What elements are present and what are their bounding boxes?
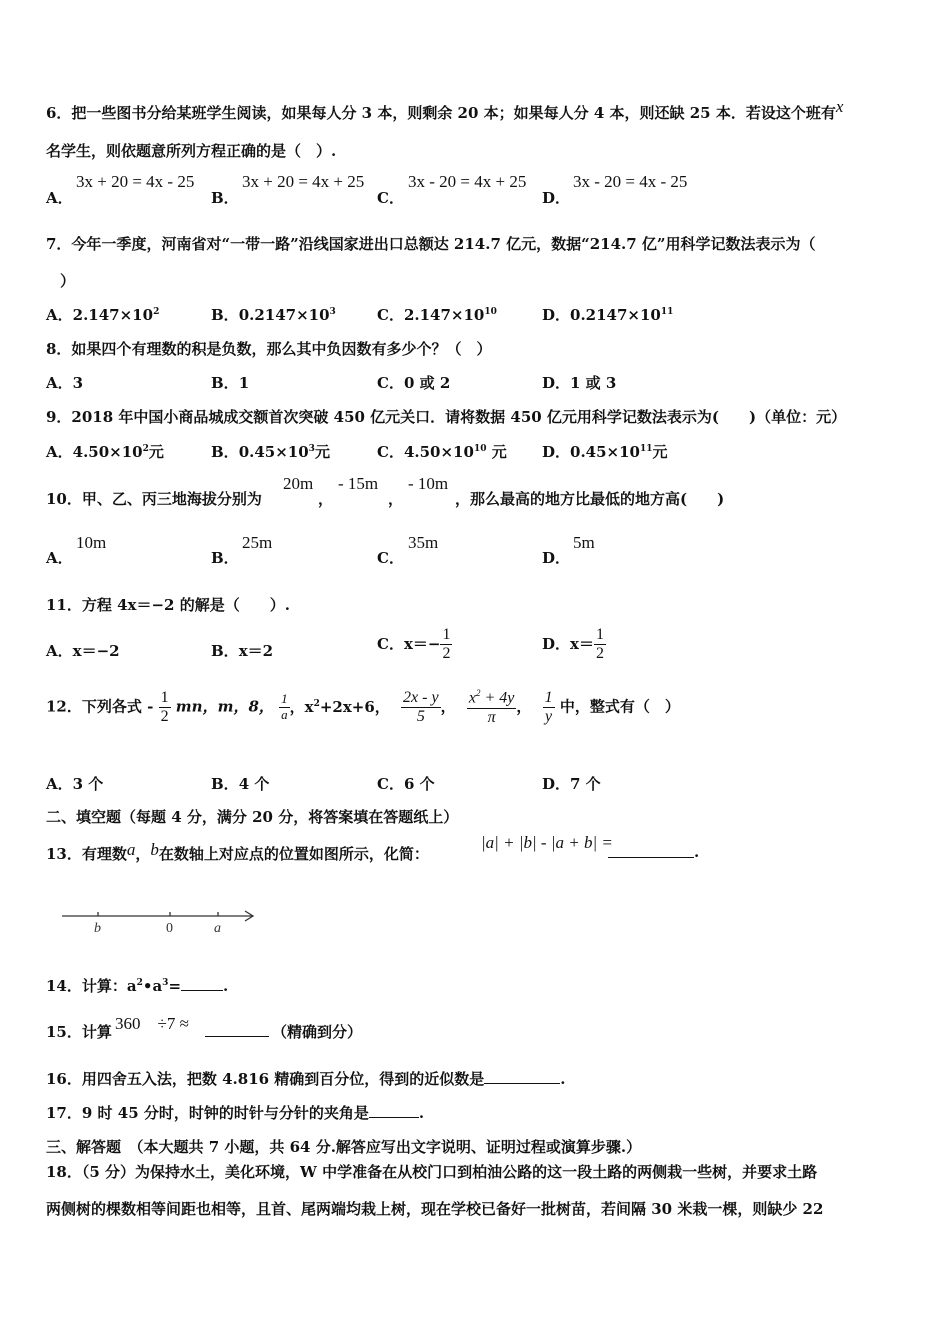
section-2-heading: 二、填空题（每题 4 分，满分 20 分，将答案填在答题纸上）	[46, 808, 459, 826]
q12-option-b: B．4 个	[211, 775, 270, 793]
q11-option-c: C．x＝− $\frac{1}{2}$	[377, 626, 451, 663]
q12-polynomial: ，$x^2+2x+6$，	[289, 697, 390, 716]
q16-answer-blank[interactable]	[484, 1069, 560, 1084]
q9-option-a: A．$4.50\times 10^2$元	[46, 443, 164, 461]
q12-sep: ，	[516, 697, 532, 716]
q11-option-a: A．x＝−2	[46, 642, 120, 660]
q12-fraction-5: $\frac{1}{y}$	[544, 688, 553, 726]
q15-answer-blank[interactable]	[205, 1022, 269, 1037]
label-a: a	[214, 921, 221, 936]
q17-answer-blank[interactable]	[369, 1103, 419, 1118]
q15-suffix: （精确到分）	[272, 1023, 363, 1041]
q12-fraction-1: $\frac{1}{2}$	[160, 688, 169, 726]
q18-line1: 18．（5 分）为保持水土，美化环境，W 中学准备在从校门口到柏油公路的这一段土路的两侧栽一些树，并要求土路	[46, 1163, 818, 1181]
q8-text: 8．如果四个有理数的积是负数，那么其中负因数有多少个？（ ）	[46, 340, 492, 358]
q10-option-a-label: A．	[46, 549, 73, 567]
q14-answer-blank[interactable]	[181, 976, 223, 991]
q8-option-d: D．1 或 3	[542, 374, 617, 392]
q10-prefix: 10．甲、乙、丙三地海拔分别为	[46, 490, 262, 508]
q7-option-b: B．$0.2147\times 10^3$	[211, 306, 336, 324]
q13-prefix: 13．有理数	[46, 845, 127, 863]
q7-line1: 7．今年一季度，河南省对“一带一路”沿线国家进出口总额达 214.7 亿元，数据“214.7 亿”用科学记数法表示为（	[46, 235, 816, 253]
q10-suffix: ，那么最高的地方比最低的地方高( )	[455, 490, 725, 508]
q9-option-d: D．$0.45\times 10^{11}$元	[542, 443, 668, 461]
number-line-figure	[58, 902, 268, 938]
q10-option-c-label: C．	[377, 549, 404, 567]
q11-text: 11．方程 4x＝−2 的解是（ ）.	[46, 596, 290, 614]
q13-line	[46, 840, 429, 864]
q12-fraction-2: $\frac{1}{a}$	[281, 691, 288, 723]
q12-terms: mn，m，8，	[175, 697, 274, 716]
q12-line	[46, 688, 680, 727]
q12-suffix: 中，整式有（ ）	[559, 697, 680, 716]
q6-option-a-label: A．	[46, 189, 73, 207]
q6-option-d-expr: 3x - 20 = 4x - 25	[573, 172, 688, 191]
q7-option-d: D．$0.2147\times 10^{11}$	[542, 306, 674, 324]
q6-option-b-expr: 3x + 20 = 4x + 25	[242, 172, 365, 191]
q12-fraction-3: $\frac{2x - y}{5}$	[403, 688, 439, 726]
q13-expression: |a| + |b| - |a + b| =	[481, 833, 613, 852]
q12-option-a: A．3 个	[46, 775, 104, 793]
q13-comma: ，	[135, 845, 151, 863]
q6-option-a-expr: 3x + 20 = 4x - 25	[76, 172, 195, 191]
q13-middle: 在数轴上对应点的位置如图所示，化简：	[158, 845, 429, 863]
q12-sep: ，	[440, 697, 456, 716]
q11-option-d: D．x＝ $\frac{1}{2}$	[542, 626, 604, 663]
q8-option-c: C．0 或 2	[377, 374, 451, 392]
q10-option-a-value: 10m	[76, 533, 107, 552]
q6-text: 6．把一些图书分给某班学生阅读，如果每人分 3 本，则剩余 20 本；如果每人分 4 本，则还缺 25 本．若设这个班有	[46, 104, 836, 122]
q6-option-c-expr: 3x - 20 = 4x + 25	[408, 172, 527, 191]
q7-option-c: C．$2.147\times 10^{10}$	[377, 306, 497, 324]
q6-line2: 名学生，则依题意所列方程正确的是（ ）.	[46, 142, 337, 160]
q10-option-b-value: 25m	[242, 533, 273, 552]
q11-option-d-fraction: $\frac{1}{2}$	[595, 626, 604, 663]
q6-line1	[46, 97, 844, 123]
q10-option-d-label: D．	[542, 549, 571, 567]
q13-end: .	[694, 843, 700, 861]
q6-variable: x	[835, 97, 844, 116]
q15-prefix: 15．计算	[46, 1023, 112, 1041]
q10-value-1: 20m	[283, 474, 314, 493]
q7-option-a: A．$2.147\times 10^2$	[46, 306, 160, 324]
q11-option-b: B．x＝2	[211, 642, 274, 660]
q12-fraction-4: $\frac{x^2 + 4y}{\pi}$	[468, 688, 515, 726]
q13-var-a: a	[126, 840, 136, 859]
q10-value-3: - 10m	[408, 474, 449, 493]
q10-option-c-value: 35m	[408, 533, 439, 552]
q10-option-b-label: B．	[211, 549, 239, 567]
q18-line2: 两侧树的棵数相等间距也相等，且首、尾两端均栽上树，现在学校已备好一批树苗，若间隔 30 米栽一棵，则缺少 22	[46, 1200, 824, 1218]
q12-option-c: C．6 个	[377, 775, 435, 793]
label-zero: 0	[166, 921, 173, 936]
q12-prefix: 12．下列各式 -	[46, 697, 154, 716]
q9-text: 9．2018 年中国小商品城成交额首次突破 450 亿元关口．请将数据 450 亿元用科学记数法表示为( )（单位：元）	[46, 408, 847, 426]
q16-line: 16．用四舍五入法，把数 4.816 精确到百分位，得到的近似数是 .	[46, 1070, 566, 1088]
q10-separator: ，	[388, 490, 404, 508]
q10-value-2: - 15m	[338, 474, 379, 493]
q17-line: 17．9 时 45 分时，时钟的时针与分针的夹角是 .	[46, 1104, 425, 1122]
q6-option-d-label: D．	[542, 189, 571, 207]
q8-option-a: A．3	[46, 374, 84, 392]
q11-option-c-fraction: $\frac{1}{2}$	[442, 626, 451, 663]
q7-line2: ）	[60, 272, 76, 290]
q10-separator: ，	[318, 490, 334, 508]
q13-answer-blank[interactable]	[608, 843, 694, 858]
label-b: b	[94, 921, 101, 936]
q12-option-d: D．7 个	[542, 775, 601, 793]
q6-option-b-label: B．	[211, 189, 239, 207]
q8-option-b: B．1	[211, 374, 250, 392]
q14-line: 14．计算：$a^2•a^3=$ .	[46, 977, 229, 995]
q15-expression: 360 ÷7 ≈	[115, 1014, 189, 1033]
q9-option-b: B．$0.45\times 10^3$元	[211, 443, 330, 461]
q6-option-c-label: C．	[377, 189, 404, 207]
q13-var-b: b	[150, 840, 159, 859]
section-3-heading: 三、解答题 （本大题共 7 小题，共 64 分.解答应写出文字说明、证明过程或演算步骤.）	[46, 1138, 642, 1156]
q10-option-d-value: 5m	[573, 533, 595, 552]
q9-option-c: C．$4.50\times 10^{10}$ 元	[377, 443, 507, 461]
